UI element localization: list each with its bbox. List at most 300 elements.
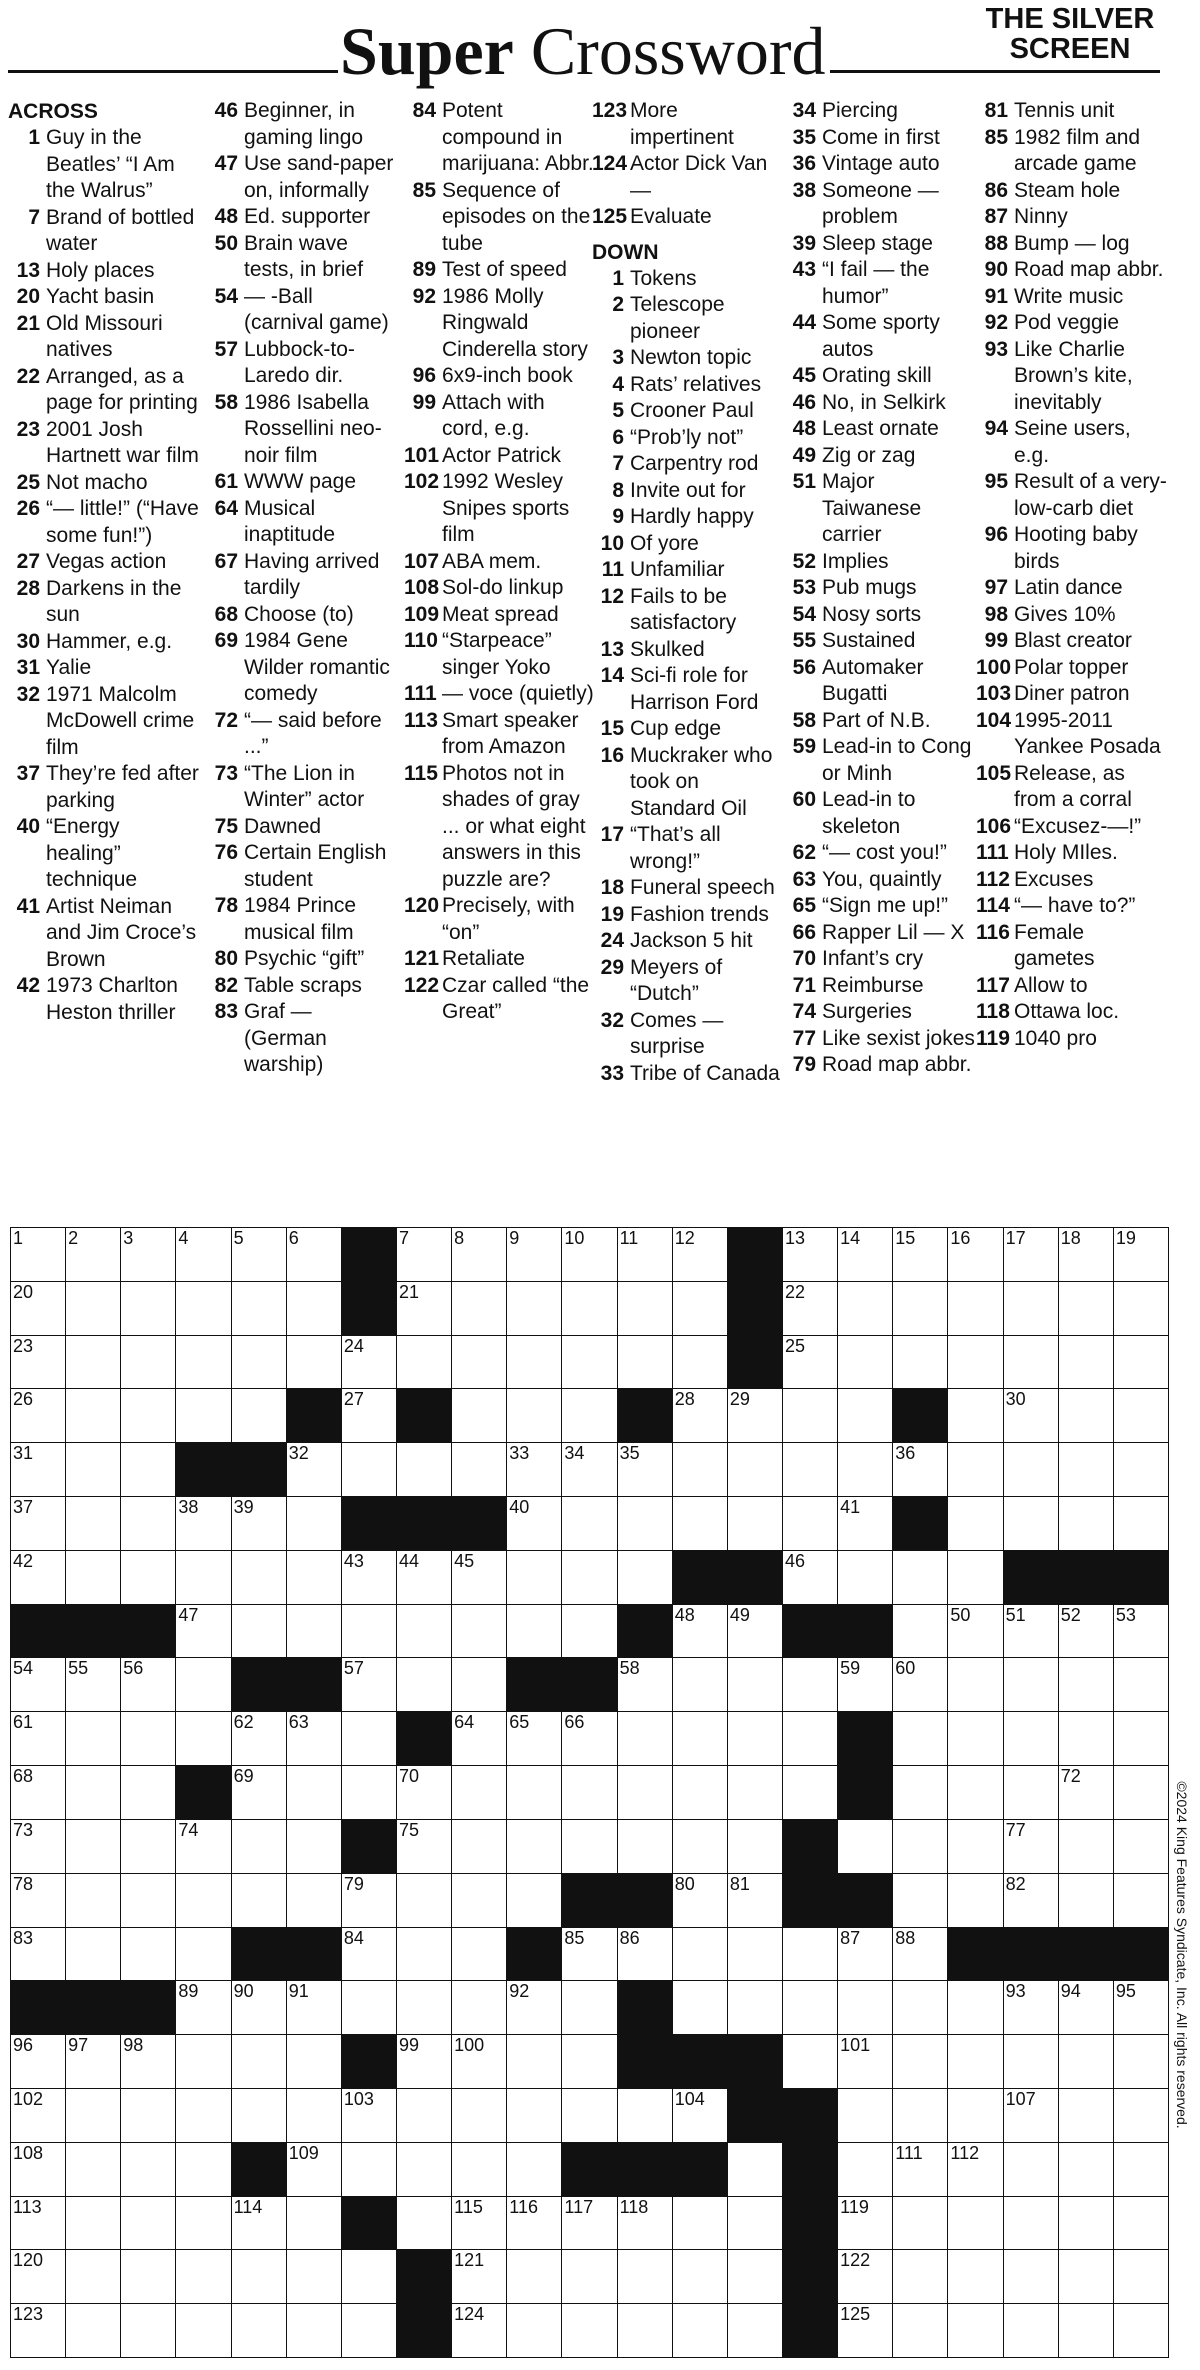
grid-cell[interactable]	[837, 2196, 893, 2251]
grid-cell[interactable]	[727, 1873, 783, 1928]
grid-cell[interactable]	[175, 1980, 231, 2035]
grid-cell[interactable]	[506, 1496, 562, 1551]
grid-cell[interactable]	[341, 1335, 397, 1390]
grid-cell[interactable]	[672, 2249, 728, 2304]
grid-cell[interactable]	[617, 1442, 673, 1497]
grid-cell[interactable]	[10, 1550, 66, 1605]
grid-cell[interactable]	[231, 1873, 287, 1928]
grid-cell[interactable]	[286, 1550, 342, 1605]
grid-cell[interactable]	[1113, 1819, 1169, 1874]
grid-cell[interactable]	[451, 2196, 507, 2251]
grid-cell[interactable]	[1003, 1711, 1059, 1766]
grid-cell[interactable]	[727, 2142, 783, 2197]
grid-cell[interactable]	[837, 1442, 893, 1497]
grid-cell[interactable]	[672, 1604, 728, 1659]
grid-cell[interactable]	[1113, 1335, 1169, 1390]
grid-cell[interactable]	[1003, 1604, 1059, 1659]
grid-cell[interactable]	[1058, 1873, 1114, 1928]
grid-cell[interactable]	[451, 2249, 507, 2304]
grid-cell[interactable]	[231, 1980, 287, 2035]
grid-cell[interactable]	[892, 1873, 948, 1928]
grid-cell[interactable]	[1113, 1873, 1169, 1928]
grid-cell[interactable]	[561, 2088, 617, 2143]
grid-cell[interactable]	[1058, 1281, 1114, 1336]
grid-cell[interactable]	[175, 1335, 231, 1390]
grid-cell[interactable]	[341, 1442, 397, 1497]
grid-cell[interactable]	[1113, 1496, 1169, 1551]
grid-cell[interactable]	[1113, 2303, 1169, 2358]
grid-cell[interactable]	[561, 1711, 617, 1766]
grid-cell[interactable]	[451, 2034, 507, 2089]
grid-cell[interactable]	[396, 1873, 452, 1928]
grid-cell[interactable]	[1113, 2088, 1169, 2143]
grid-cell[interactable]	[561, 1550, 617, 1605]
grid-cell[interactable]	[451, 1335, 507, 1390]
grid-cell[interactable]	[10, 1819, 66, 1874]
grid-cell[interactable]	[341, 2142, 397, 2197]
grid-cell[interactable]	[175, 2196, 231, 2251]
grid-cell[interactable]	[175, 1927, 231, 1982]
grid-cell[interactable]	[837, 2303, 893, 2358]
grid-cell[interactable]	[1003, 1281, 1059, 1336]
grid-cell[interactable]	[396, 1442, 452, 1497]
grid-cell[interactable]	[561, 1281, 617, 1336]
grid-cell[interactable]	[782, 1496, 838, 1551]
grid-cell[interactable]	[120, 1927, 176, 1982]
grid-cell[interactable]	[1058, 2196, 1114, 2251]
grid-cell[interactable]	[782, 1442, 838, 1497]
grid-cell[interactable]	[782, 1765, 838, 1820]
grid-cell[interactable]	[617, 1335, 673, 1390]
grid-cell[interactable]	[892, 2142, 948, 2197]
grid-cell[interactable]	[506, 1765, 562, 1820]
grid-cell[interactable]	[120, 2303, 176, 2358]
grid-cell[interactable]	[947, 1873, 1003, 1928]
grid-cell[interactable]	[451, 2303, 507, 2358]
grid-cell[interactable]	[617, 2249, 673, 2304]
grid-cell[interactable]	[892, 1765, 948, 1820]
grid-cell[interactable]	[396, 1765, 452, 1820]
grid-cell[interactable]	[451, 1873, 507, 1928]
grid-cell[interactable]	[341, 2249, 397, 2304]
grid-cell[interactable]	[175, 1227, 231, 1282]
grid-cell[interactable]	[837, 1335, 893, 1390]
grid-cell[interactable]	[506, 1388, 562, 1443]
grid-cell[interactable]	[672, 1711, 728, 1766]
grid-cell[interactable]	[10, 2088, 66, 2143]
grid-cell[interactable]	[506, 2142, 562, 2197]
grid-cell[interactable]	[672, 2196, 728, 2251]
grid-cell[interactable]	[175, 2142, 231, 2197]
grid-cell[interactable]	[506, 1711, 562, 1766]
grid-cell[interactable]	[1058, 1496, 1114, 1551]
grid-cell[interactable]	[65, 1388, 121, 1443]
grid-cell[interactable]	[1003, 1335, 1059, 1390]
grid-cell[interactable]	[65, 1442, 121, 1497]
grid-cell[interactable]	[947, 1388, 1003, 1443]
grid-cell[interactable]	[1058, 1657, 1114, 1712]
grid-cell[interactable]	[1058, 2142, 1114, 2197]
grid-cell[interactable]	[120, 2249, 176, 2304]
grid-cell[interactable]	[947, 1819, 1003, 1874]
grid-cell[interactable]	[231, 2249, 287, 2304]
grid-cell[interactable]	[65, 1281, 121, 1336]
grid-cell[interactable]	[947, 1281, 1003, 1336]
grid-cell[interactable]	[231, 1227, 287, 1282]
grid-cell[interactable]	[1058, 1335, 1114, 1390]
grid-cell[interactable]	[175, 1281, 231, 1336]
grid-cell[interactable]	[65, 2249, 121, 2304]
grid-cell[interactable]	[1113, 1388, 1169, 1443]
grid-cell[interactable]	[10, 2303, 66, 2358]
grid-cell[interactable]	[10, 1873, 66, 1928]
grid-cell[interactable]	[65, 2034, 121, 2089]
grid-cell[interactable]	[451, 1980, 507, 2035]
grid-cell[interactable]	[120, 1711, 176, 1766]
grid-cell[interactable]	[617, 1496, 673, 1551]
grid-cell[interactable]	[672, 1335, 728, 1390]
grid-cell[interactable]	[1058, 2303, 1114, 2358]
grid-cell[interactable]	[341, 1657, 397, 1712]
grid-cell[interactable]	[947, 2088, 1003, 2143]
grid-cell[interactable]	[506, 2303, 562, 2358]
grid-cell[interactable]	[120, 1819, 176, 1874]
grid-cell[interactable]	[65, 1711, 121, 1766]
grid-cell[interactable]	[65, 2088, 121, 2143]
grid-cell[interactable]	[947, 1496, 1003, 1551]
grid-cell[interactable]	[65, 2303, 121, 2358]
grid-cell[interactable]	[727, 1604, 783, 1659]
grid-cell[interactable]	[782, 1388, 838, 1443]
grid-cell[interactable]	[286, 2303, 342, 2358]
grid-cell[interactable]	[561, 1819, 617, 1874]
grid-cell[interactable]	[617, 1657, 673, 1712]
grid-cell[interactable]	[892, 1980, 948, 2035]
grid-cell[interactable]	[65, 2196, 121, 2251]
grid-cell[interactable]	[451, 1604, 507, 1659]
grid-cell[interactable]	[175, 1388, 231, 1443]
grid-cell[interactable]	[782, 1711, 838, 1766]
grid-cell[interactable]	[892, 2088, 948, 2143]
grid-cell[interactable]	[561, 2034, 617, 2089]
grid-cell[interactable]	[396, 1980, 452, 2035]
grid-cell[interactable]	[506, 1227, 562, 1282]
grid-cell[interactable]	[396, 2034, 452, 2089]
grid-cell[interactable]	[561, 2196, 617, 2251]
grid-cell[interactable]	[782, 1335, 838, 1390]
grid-cell[interactable]	[892, 2249, 948, 2304]
grid-cell[interactable]	[10, 2142, 66, 2197]
grid-cell[interactable]	[341, 1980, 397, 2035]
grid-cell[interactable]	[1003, 1496, 1059, 1551]
grid-cell[interactable]	[451, 1550, 507, 1605]
grid-cell[interactable]	[672, 2303, 728, 2358]
grid-cell[interactable]	[782, 1657, 838, 1712]
grid-cell[interactable]	[341, 1604, 397, 1659]
grid-cell[interactable]	[175, 1604, 231, 1659]
grid-cell[interactable]	[892, 1711, 948, 1766]
grid-cell[interactable]	[561, 2303, 617, 2358]
grid-cell[interactable]	[231, 2088, 287, 2143]
grid-cell[interactable]	[561, 1980, 617, 2035]
grid-cell[interactable]	[396, 2088, 452, 2143]
grid-cell[interactable]	[1113, 2249, 1169, 2304]
grid-cell[interactable]	[1058, 1442, 1114, 1497]
grid-cell[interactable]	[672, 1496, 728, 1551]
grid-cell[interactable]	[892, 1550, 948, 1605]
grid-cell[interactable]	[561, 1496, 617, 1551]
grid-cell[interactable]	[396, 1335, 452, 1390]
grid-cell[interactable]	[1003, 2034, 1059, 2089]
grid-cell[interactable]	[451, 1819, 507, 1874]
grid-cell[interactable]	[672, 1819, 728, 1874]
grid-cell[interactable]	[65, 1227, 121, 1282]
grid-cell[interactable]	[231, 1819, 287, 1874]
grid-cell[interactable]	[947, 2249, 1003, 2304]
grid-cell[interactable]	[1058, 1765, 1114, 1820]
grid-cell[interactable]	[892, 1657, 948, 1712]
grid-cell[interactable]	[892, 1281, 948, 1336]
grid-cell[interactable]	[451, 2142, 507, 2197]
grid-cell[interactable]	[231, 1550, 287, 1605]
grid-cell[interactable]	[672, 1442, 728, 1497]
grid-cell[interactable]	[175, 2249, 231, 2304]
grid-cell[interactable]	[1113, 2142, 1169, 2197]
grid-cell[interactable]	[65, 1657, 121, 1712]
grid-cell[interactable]	[231, 1604, 287, 1659]
grid-cell[interactable]	[672, 1927, 728, 1982]
grid-cell[interactable]	[727, 1927, 783, 1982]
grid-cell[interactable]	[506, 2196, 562, 2251]
grid-cell[interactable]	[1058, 1711, 1114, 1766]
grid-cell[interactable]	[286, 2142, 342, 2197]
grid-cell[interactable]	[837, 1281, 893, 1336]
grid-cell[interactable]	[837, 1227, 893, 1282]
grid-cell[interactable]	[120, 2088, 176, 2143]
grid-cell[interactable]	[65, 1927, 121, 1982]
grid-cell[interactable]	[892, 2196, 948, 2251]
grid-cell[interactable]	[10, 2034, 66, 2089]
grid-cell[interactable]	[947, 1442, 1003, 1497]
grid-cell[interactable]	[120, 1388, 176, 1443]
grid-cell[interactable]	[341, 1927, 397, 1982]
grid-cell[interactable]	[65, 2142, 121, 2197]
grid-cell[interactable]	[506, 1442, 562, 1497]
grid-cell[interactable]	[175, 1657, 231, 1712]
grid-cell[interactable]	[561, 1765, 617, 1820]
grid-cell[interactable]	[231, 1496, 287, 1551]
grid-cell[interactable]	[65, 1873, 121, 1928]
grid-cell[interactable]	[65, 1819, 121, 1874]
grid-cell[interactable]	[672, 1227, 728, 1282]
grid-cell[interactable]	[947, 1227, 1003, 1282]
grid-cell[interactable]	[286, 1604, 342, 1659]
grid-cell[interactable]	[837, 2034, 893, 2089]
grid-cell[interactable]	[727, 2196, 783, 2251]
grid-cell[interactable]	[561, 2249, 617, 2304]
grid-cell[interactable]	[120, 1657, 176, 1712]
grid-cell[interactable]	[286, 2088, 342, 2143]
grid-cell[interactable]	[1003, 1442, 1059, 1497]
grid-cell[interactable]	[1058, 1980, 1114, 2035]
grid-cell[interactable]	[727, 2303, 783, 2358]
grid-cell[interactable]	[175, 1550, 231, 1605]
grid-cell[interactable]	[1058, 1819, 1114, 1874]
grid-cell[interactable]	[396, 1927, 452, 1982]
grid-cell[interactable]	[120, 1335, 176, 1390]
grid-cell[interactable]	[286, 1980, 342, 2035]
grid-cell[interactable]	[617, 1227, 673, 1282]
grid-cell[interactable]	[782, 1227, 838, 1282]
grid-cell[interactable]	[506, 2034, 562, 2089]
grid-cell[interactable]	[175, 1496, 231, 1551]
grid-cell[interactable]	[286, 2249, 342, 2304]
grid-cell[interactable]	[286, 1442, 342, 1497]
grid-cell[interactable]	[617, 2196, 673, 2251]
grid-cell[interactable]	[727, 1442, 783, 1497]
grid-cell[interactable]	[175, 1819, 231, 1874]
grid-cell[interactable]	[672, 1657, 728, 1712]
grid-cell[interactable]	[120, 1442, 176, 1497]
grid-cell[interactable]	[1058, 2034, 1114, 2089]
grid-cell[interactable]	[506, 1819, 562, 1874]
grid-cell[interactable]	[1113, 1657, 1169, 1712]
grid-cell[interactable]	[10, 1657, 66, 1712]
grid-cell[interactable]	[451, 1227, 507, 1282]
grid-cell[interactable]	[286, 1711, 342, 1766]
grid-cell[interactable]	[451, 1442, 507, 1497]
grid-cell[interactable]	[837, 2142, 893, 2197]
grid-cell[interactable]	[10, 1765, 66, 1820]
grid-cell[interactable]	[1113, 1281, 1169, 1336]
grid-cell[interactable]	[1058, 1388, 1114, 1443]
grid-cell[interactable]	[451, 1927, 507, 1982]
grid-cell[interactable]	[672, 1281, 728, 1336]
grid-cell[interactable]	[120, 1227, 176, 1282]
grid-cell[interactable]	[120, 1550, 176, 1605]
grid-cell[interactable]	[341, 1765, 397, 1820]
grid-cell[interactable]	[892, 1335, 948, 1390]
grid-cell[interactable]	[617, 1711, 673, 1766]
grid-cell[interactable]	[506, 1604, 562, 1659]
grid-cell[interactable]	[451, 1388, 507, 1443]
grid-cell[interactable]	[506, 2088, 562, 2143]
grid-cell[interactable]	[561, 1227, 617, 1282]
grid-cell[interactable]	[837, 1388, 893, 1443]
grid-cell[interactable]	[1113, 2034, 1169, 2089]
grid-cell[interactable]	[727, 1496, 783, 1551]
grid-cell[interactable]	[837, 1496, 893, 1551]
grid-cell[interactable]	[451, 1711, 507, 1766]
grid-cell[interactable]	[1003, 2249, 1059, 2304]
grid-cell[interactable]	[892, 1227, 948, 1282]
grid-cell[interactable]	[341, 1550, 397, 1605]
grid-cell[interactable]	[396, 1227, 452, 1282]
grid-cell[interactable]	[65, 1496, 121, 1551]
grid-cell[interactable]	[727, 1388, 783, 1443]
grid-cell[interactable]	[837, 2088, 893, 2143]
grid-cell[interactable]	[837, 1550, 893, 1605]
grid-cell[interactable]	[727, 1711, 783, 1766]
grid-cell[interactable]	[506, 1335, 562, 1390]
grid-cell[interactable]	[1003, 1657, 1059, 1712]
grid-cell[interactable]	[561, 1335, 617, 1390]
grid-cell[interactable]	[1113, 2196, 1169, 2251]
grid-cell[interactable]	[1113, 1227, 1169, 1282]
grid-cell[interactable]	[175, 1711, 231, 1766]
grid-cell[interactable]	[10, 2196, 66, 2251]
grid-cell[interactable]	[617, 1765, 673, 1820]
grid-cell[interactable]	[396, 1604, 452, 1659]
grid-cell[interactable]	[1113, 1765, 1169, 1820]
grid-cell[interactable]	[231, 2303, 287, 2358]
grid-cell[interactable]	[175, 2034, 231, 2089]
grid-cell[interactable]	[672, 1388, 728, 1443]
grid-cell[interactable]	[947, 1711, 1003, 1766]
grid-cell[interactable]	[286, 1873, 342, 1928]
grid-cell[interactable]	[1003, 1873, 1059, 1928]
grid-cell[interactable]	[837, 1657, 893, 1712]
grid-cell[interactable]	[947, 1765, 1003, 1820]
grid-cell[interactable]	[782, 2034, 838, 2089]
grid-cell[interactable]	[727, 1657, 783, 1712]
grid-cell[interactable]	[120, 2142, 176, 2197]
grid-cell[interactable]	[506, 1980, 562, 2035]
grid-cell[interactable]	[231, 1335, 287, 1390]
grid-cell[interactable]	[341, 2088, 397, 2143]
grid-cell[interactable]	[837, 1819, 893, 1874]
grid-cell[interactable]	[561, 1604, 617, 1659]
grid-cell[interactable]	[617, 2088, 673, 2143]
grid-cell[interactable]	[396, 1819, 452, 1874]
grid-cell[interactable]	[727, 1980, 783, 2035]
grid-cell[interactable]	[65, 1550, 121, 1605]
grid-cell[interactable]	[120, 1765, 176, 1820]
grid-cell[interactable]	[341, 2303, 397, 2358]
grid-cell[interactable]	[617, 1819, 673, 1874]
grid-cell[interactable]	[286, 2034, 342, 2089]
grid-cell[interactable]	[341, 1388, 397, 1443]
grid-cell[interactable]	[947, 1335, 1003, 1390]
grid-cell[interactable]	[947, 2196, 1003, 2251]
grid-cell[interactable]	[1113, 1711, 1169, 1766]
grid-cell[interactable]	[65, 1765, 121, 1820]
grid-cell[interactable]	[617, 1550, 673, 1605]
grid-cell[interactable]	[561, 1442, 617, 1497]
grid-cell[interactable]	[175, 2303, 231, 2358]
grid-cell[interactable]	[947, 1604, 1003, 1659]
grid-cell[interactable]	[506, 1873, 562, 1928]
grid-cell[interactable]	[286, 1281, 342, 1336]
grid-cell[interactable]	[10, 1496, 66, 1551]
grid-cell[interactable]	[947, 2142, 1003, 2197]
grid-cell[interactable]	[120, 1496, 176, 1551]
grid-cell[interactable]	[65, 1335, 121, 1390]
grid-cell[interactable]	[782, 1980, 838, 2035]
grid-cell[interactable]	[10, 2249, 66, 2304]
grid-cell[interactable]	[451, 1765, 507, 1820]
grid-cell[interactable]	[451, 1657, 507, 1712]
grid-cell[interactable]	[1003, 2196, 1059, 2251]
grid-cell[interactable]	[10, 1335, 66, 1390]
grid-cell[interactable]	[947, 1657, 1003, 1712]
grid-cell[interactable]	[947, 2034, 1003, 2089]
grid-cell[interactable]	[892, 1819, 948, 1874]
grid-cell[interactable]	[506, 1550, 562, 1605]
grid-cell[interactable]	[1003, 2088, 1059, 2143]
grid-cell[interactable]	[947, 2303, 1003, 2358]
grid-cell[interactable]	[10, 1711, 66, 1766]
